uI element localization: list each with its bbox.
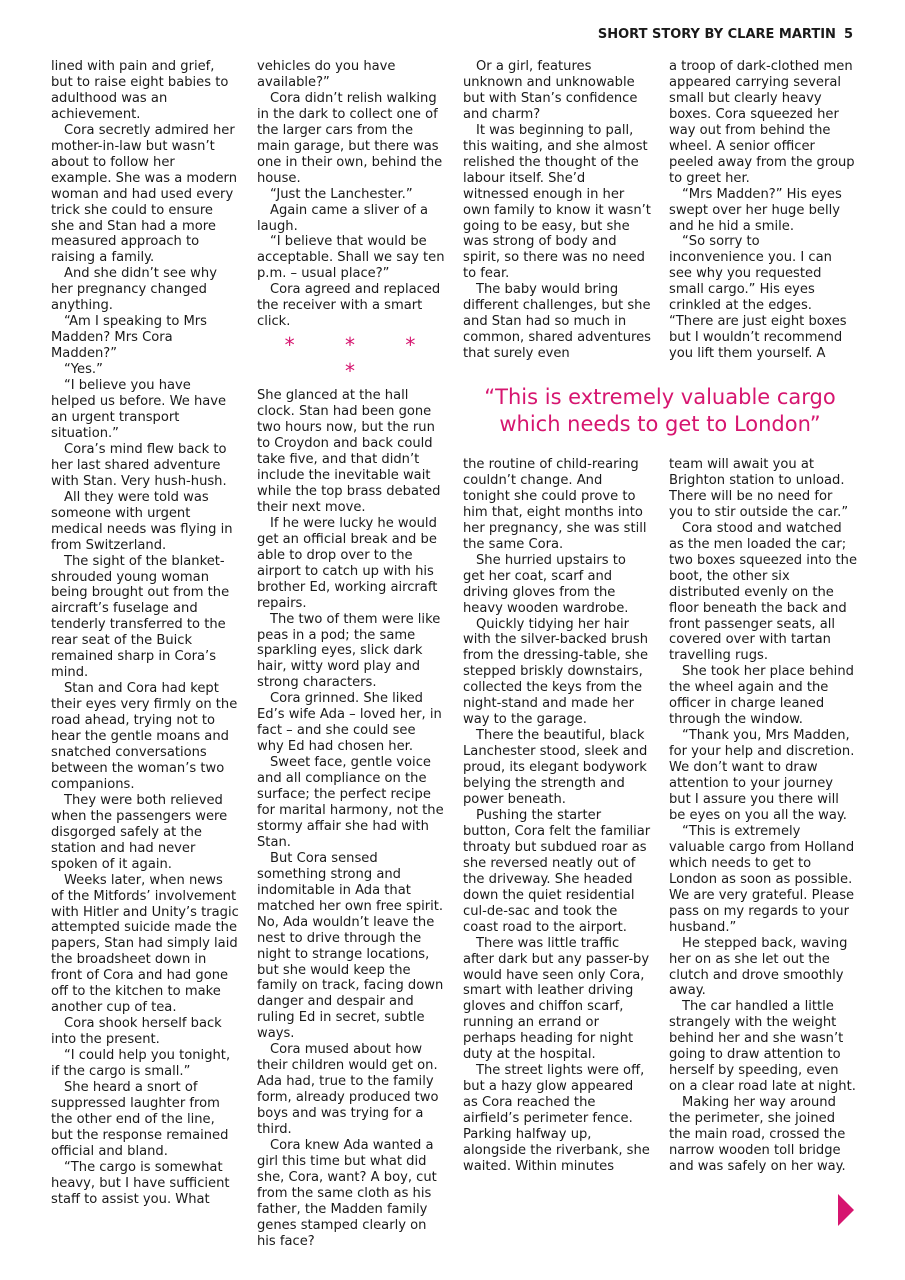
paragraph: All they were told was someone with urgent medical needs was flying in from Switzerland. xyxy=(51,489,233,553)
paragraph: Cora grinned. She liked Ed’s wife Ada – loved her, in fact – and she could see why Ed had chosen her. xyxy=(257,691,442,755)
paragraph: Cora stood and watched as the men loaded the car; two boxes squeezed into the boot, the other six distributed evenly on the floor beneath the back and front passenger seats, all covered over with tartan travelling rugs. xyxy=(669,520,857,664)
paragraph: “I could help you tonight, if the cargo is small.” xyxy=(51,1048,231,1080)
paragraph: The car handled a little strangely with the weight behind her and she wasn’t going to draw attention to herself by speeding, even on a clear road late at night. xyxy=(669,999,856,1095)
paragraph: “Am I speaking to Mrs Madden? Mrs Cora Madden?” xyxy=(51,314,208,362)
paragraph: “I believe you have helped us before. We have an urgent transport situation.” xyxy=(51,378,227,441)
continue-arrow-icon xyxy=(838,1194,854,1226)
text-column-4-bottom xyxy=(669,457,857,1175)
text-column-1 xyxy=(51,59,239,1208)
paragraph: Stan and Cora had kept their eyes very firmly on the road ahead, trying not to hear the gentle moans and snatched conversations between the woman’s two companions. xyxy=(51,681,238,792)
paragraph: “The cargo is somewhat heavy, but I have sufficient staff to assist you. What xyxy=(51,1159,230,1207)
page-header xyxy=(598,27,853,42)
paragraph: Cora agreed and replaced the receiver with a smart click. xyxy=(257,282,441,330)
paragraph: There was little traffic after dark but any passer-by would have seen only Cora, smart with leather driving gloves and chiffon scarf, running an errand or perhaps heading for night duty at the hospital. xyxy=(463,935,650,1063)
story-byline: SHORT STORY BY CLARE MARTIN xyxy=(597,27,836,42)
paragraph: If he were lucky he would get an official break and be able to drop over to the airport to catch up with his brother Ed, working aircraft repairs. xyxy=(257,515,438,611)
paragraph: “Mrs Madden?” His eyes swept over her huge belly and he hid a smile. xyxy=(669,186,842,234)
paragraph: a troop of dark-clothed men appeared carrying several small but clearly heavy boxes. Cora squeezed her way out from behind the wheel. A senior officer peeled away from the group to greet her. xyxy=(669,59,855,186)
page-number: 5 xyxy=(843,27,853,42)
paragraph: She glanced at the hall clock. Stan had been gone two hours now, but the run to Croydon and back could take five, and that didn’t include the inevitable wait while the top brass debated their next move. xyxy=(257,388,441,515)
paragraph: The baby would bring different challenges, but she and Stan had so much in common, shared adventures that surely even xyxy=(463,282,651,362)
paragraph: “Just the Lanchester.” xyxy=(270,186,413,202)
paragraph: lined with pain and grief, but to raise eight babies to adulthood was an achievement. xyxy=(51,59,229,122)
paragraph: the routine of child-rearing couldn’t change. And tonight she could prove to him that, eight months into her pregnancy, she was still the same Cora. xyxy=(463,457,647,552)
paragraph: “Yes.” xyxy=(64,362,103,378)
paragraph: Cora knew Ada wanted a girl this time but what did she, Cora, want? A boy, cut from the same cloth as his father, the Madden family genes stamped clearly on his face? xyxy=(257,1138,437,1249)
text-column-3-bottom xyxy=(463,457,651,1175)
paragraph: Cora shook herself back into the present. xyxy=(51,1016,222,1048)
paragraph: Cora secretly admired her mother-in-law but wasn’t about to follow her example. She was a modern woman and had used every trick she could to ensure she and Stan had a more measured approach to raising a family. xyxy=(51,122,237,266)
paragraph: Cora’s mind flew back to her last shared adventure with Stan. Very hush-hush. xyxy=(51,441,227,489)
paragraph: Or a girl, features unknown and unknowable but with Stan’s confidence and charm? xyxy=(463,59,638,122)
paragraph: “I believe that would be acceptable. Shall we say ten p.m. – usual place?” xyxy=(257,234,445,282)
paragraph: Again came a sliver of a laugh. xyxy=(257,202,429,234)
paragraph: Pushing the starter button, Cora felt the familiar throaty but subdued roar as she reversed neatly out of the driveway. She headed down the quiet residential cul-de-sac and took the coast road to the airport. xyxy=(463,807,651,935)
paragraph: “Thank you, Mrs Madden, for your help and discretion. We don’t want to draw attention to your journey but I assure you there will be eyes on you all the way. xyxy=(669,728,855,823)
paragraph: Cora didn’t relish walking in the dark to collect one of the larger cars from the main garage, but there was one in their own, behind the house. xyxy=(257,90,443,186)
paragraph: The street lights were off, but a hazy glow appeared as Cora reached the airfield’s perimeter fence. Parking halfway up, alongside the riverbank, she waited. Within minutes xyxy=(463,1063,650,1174)
paragraph: There the beautiful, black Lanchester stood, sleek and proud, its elegant bodywork belying the strength and power beneath. xyxy=(463,728,648,808)
paragraph: The sight of the blanket-shrouded young woman being brought out from the aircraft’s fuselage and tenderly transferred to the rear seat of the Buick remained sharp in Cora’s mind. xyxy=(51,553,230,681)
paragraph: The two of them were like peas in a pod; the same sparkling eyes, slick dark hair, witty word play and strong characters. xyxy=(257,611,441,691)
paragraph: “This is extremely valuable cargo from Holland which needs to get to London as soon as possible. We are very grateful. Please pass on my regards to your husband.” xyxy=(669,823,855,935)
paragraph: “So sorry to inconvenience you. I can see why you requested small cargo.” His eyes crinkled at the edges. “There are just eight boxes but I wouldn’t recommend you lift them yourself. A xyxy=(669,234,847,362)
paragraph: Cora mused about how their children would get on. Ada had, true to the family form, already produced two boys and was trying for a third. xyxy=(257,1042,439,1138)
paragraph: It was beginning to pall, this waiting, and she almost relished the thought of the labour itself. She’d witnessed enough in her own family to know it wasn’t going to be easy, but she was strong of body and spirit, so there was no need to fear. xyxy=(463,122,651,282)
paragraph: Sweet face, gentle voice and all compliance on the surface; the perfect recipe for marital harmony, not the stormy affair she had with Stan. xyxy=(257,755,444,850)
text-column-3-top xyxy=(463,59,651,362)
paragraph: team will await you at Brighton station to unload. There will be no need for you to stir outside the car.” xyxy=(669,457,849,520)
paragraph: She hurried upstairs to get her coat, scarf and driving gloves from the heavy wooden wardrobe. xyxy=(463,552,629,616)
text-column-4-top xyxy=(669,59,857,362)
paragraph: vehicles do you have available?” xyxy=(257,59,396,90)
paragraph: They were both relieved when the passengers were disgorged safely at the station and had never spoken of it again. xyxy=(51,792,228,872)
section-break-asterisks: * * * * xyxy=(284,333,438,384)
paragraph: And she didn’t see why her pregnancy changed anything. xyxy=(51,266,217,314)
paragraph: But Cora sensed something strong and indomitable in Ada that matched her own free spirit. No, Ada wouldn’t leave the nest to drive through the night to strange locations, but she would keep the family on track, facing down danger and despair and ruling Ed in secret, subtle ways. xyxy=(257,850,444,1042)
text-column-2 xyxy=(257,59,445,1250)
paragraph: She heard a snort of suppressed laughter from the other end of the line, but the response remained official and bland. xyxy=(51,1080,229,1159)
paragraph: Quickly tidying her hair with the silver-backed brush from the dressing-table, she stepped briskly downstairs, collected the keys from the night-stand and made her way to the garage. xyxy=(463,616,649,728)
paragraph: She took her place behind the wheel again and the officer in charge leaned through the window. xyxy=(669,664,854,728)
paragraph: Making her way around the perimeter, she joined the main road, crossed the narrow wooden toll bridge and was safely on her way. xyxy=(669,1095,846,1174)
paragraph: Weeks later, when news of the Mitfords’ involvement with Hitler and Unity’s tragic attempted suicide made the papers, Stan had simply laid the broadsheet down in front of Cora and had gone off to the kitchen to make another cup of tea. xyxy=(51,872,239,1016)
pull-quote: “This is extremely valuable cargo which needs to get to London” xyxy=(484,385,836,436)
paragraph: He stepped back, waving her on as she let out the clutch and drove smoothly away. xyxy=(669,935,848,999)
